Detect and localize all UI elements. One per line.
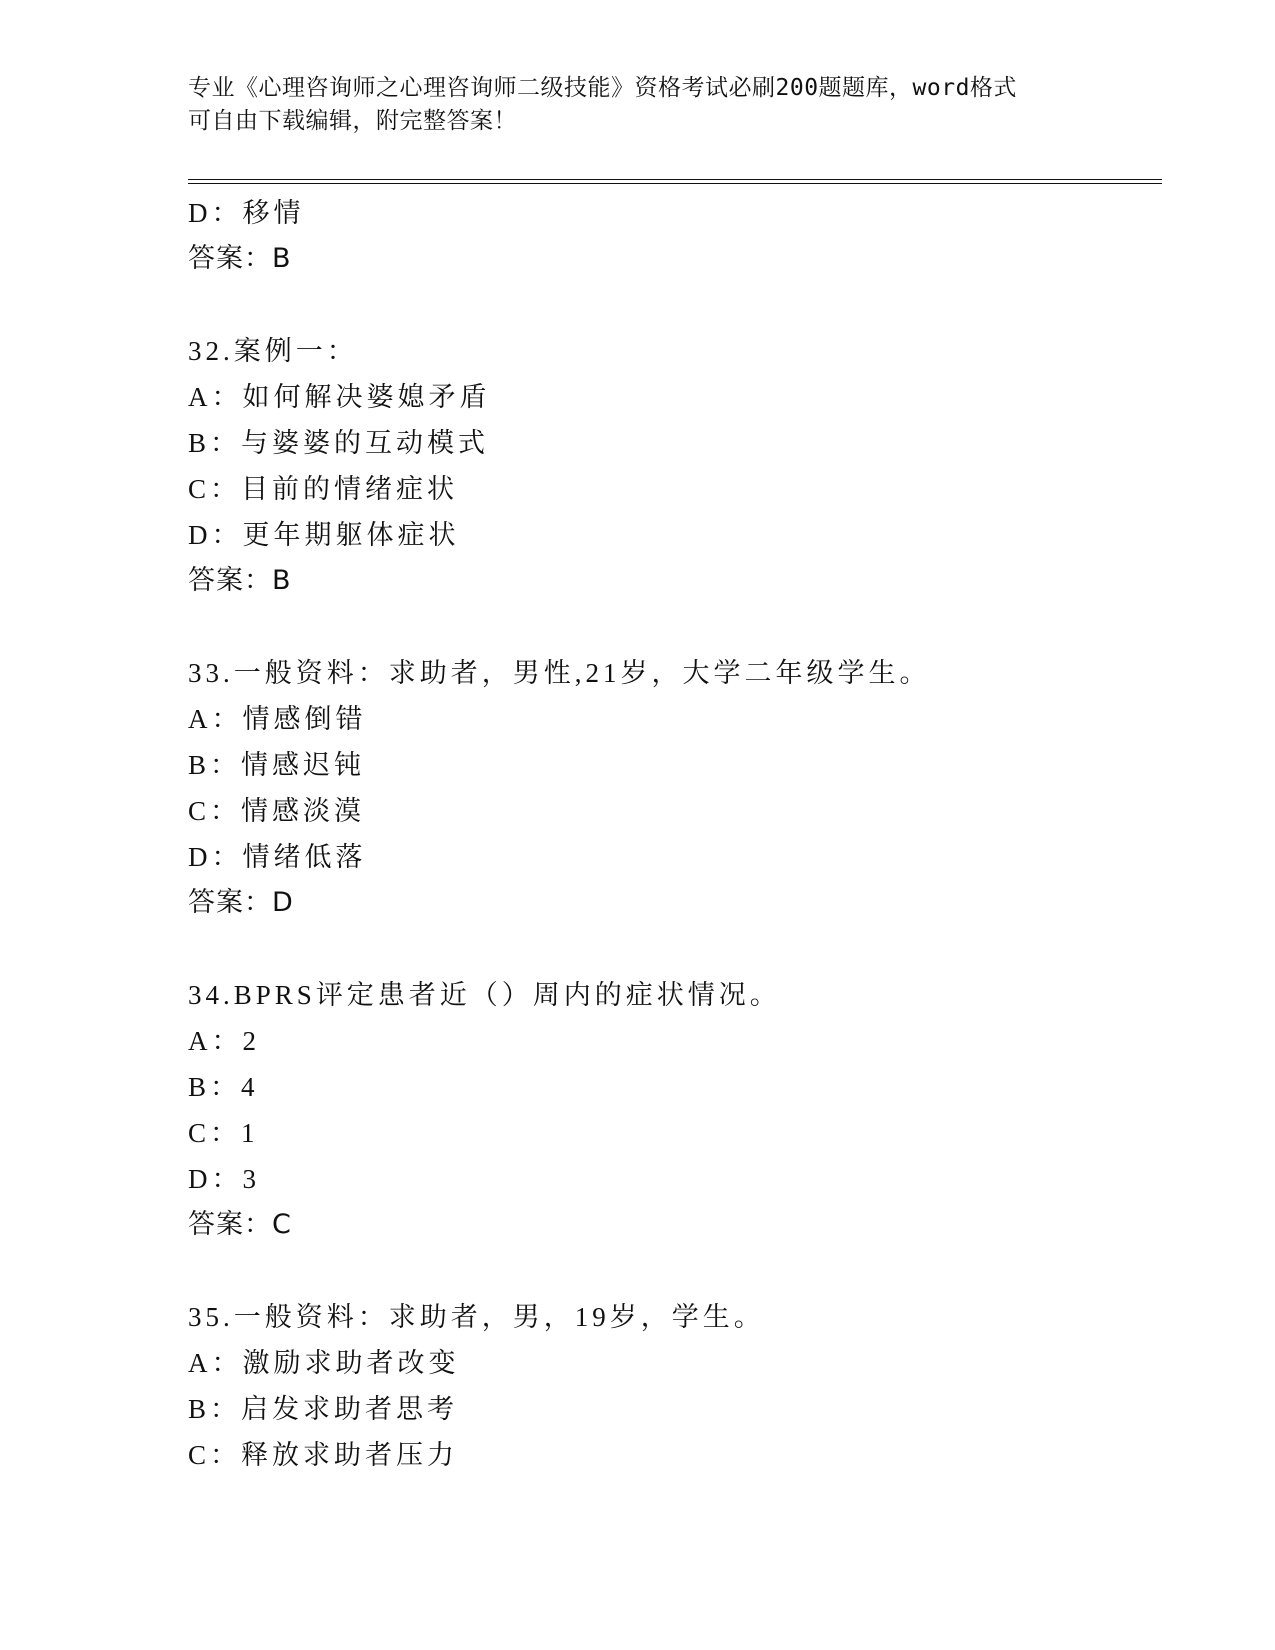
question-31-answer: 答案：B xyxy=(188,243,292,274)
question-list xyxy=(188,190,1162,1478)
question-34 xyxy=(188,972,1162,1248)
option-a: A：2 xyxy=(188,1026,260,1056)
option-b: B：4 xyxy=(188,1072,259,1102)
document-header xyxy=(188,72,1068,138)
answer: 答案：D xyxy=(188,887,294,918)
option-a: A：情感倒错 xyxy=(188,704,367,734)
option-a: A：激励求助者改变 xyxy=(188,1348,460,1378)
header-title-line-2: 可自由下载编辑，附完整答案！ xyxy=(188,108,517,134)
option-b: B：情感迟钝 xyxy=(188,750,366,780)
answer: 答案：B xyxy=(188,565,292,596)
spacer xyxy=(188,926,1162,972)
option-d: D：情绪低落 xyxy=(188,842,367,872)
question-33 xyxy=(188,650,1162,926)
option-d: D：更年期躯体症状 xyxy=(188,520,460,550)
option-c: C：1 xyxy=(188,1118,259,1148)
answer: 答案：C xyxy=(188,1209,292,1240)
question-32 xyxy=(188,328,1162,604)
option-d: D：3 xyxy=(188,1164,260,1194)
option-b: B：启发求助者思考 xyxy=(188,1394,459,1424)
spacer xyxy=(188,604,1162,650)
header-divider-bottom xyxy=(188,183,1162,184)
spacer xyxy=(188,1248,1162,1294)
spacer xyxy=(188,282,1162,328)
header-divider-top xyxy=(188,179,1162,180)
option-c: C：释放求助者压力 xyxy=(188,1440,459,1470)
option-c: C：目前的情绪症状 xyxy=(188,474,459,504)
option-b: B：与婆婆的互动模式 xyxy=(188,428,490,458)
question-35 xyxy=(188,1294,1162,1478)
question-stem: 35.一般资料：求助者，男，19岁，学生。 xyxy=(188,1302,765,1332)
question-31-option-d: D：移情 xyxy=(188,198,305,228)
option-c: C：情感淡漠 xyxy=(188,796,366,826)
option-a: A：如何解决婆媳矛盾 xyxy=(188,382,491,412)
question-stem: 32.案例一： xyxy=(188,336,358,366)
question-stem: 33.一般资料：求助者，男性,21岁，大学二年级学生。 xyxy=(188,658,931,688)
question-stem: 34.BPRS评定患者近（）周内的症状情况。 xyxy=(188,980,781,1010)
header-title-line-1: 专业《心理咨询师之心理咨询师二级技能》资格考试必刷200题题库，word格式 xyxy=(188,75,1017,101)
